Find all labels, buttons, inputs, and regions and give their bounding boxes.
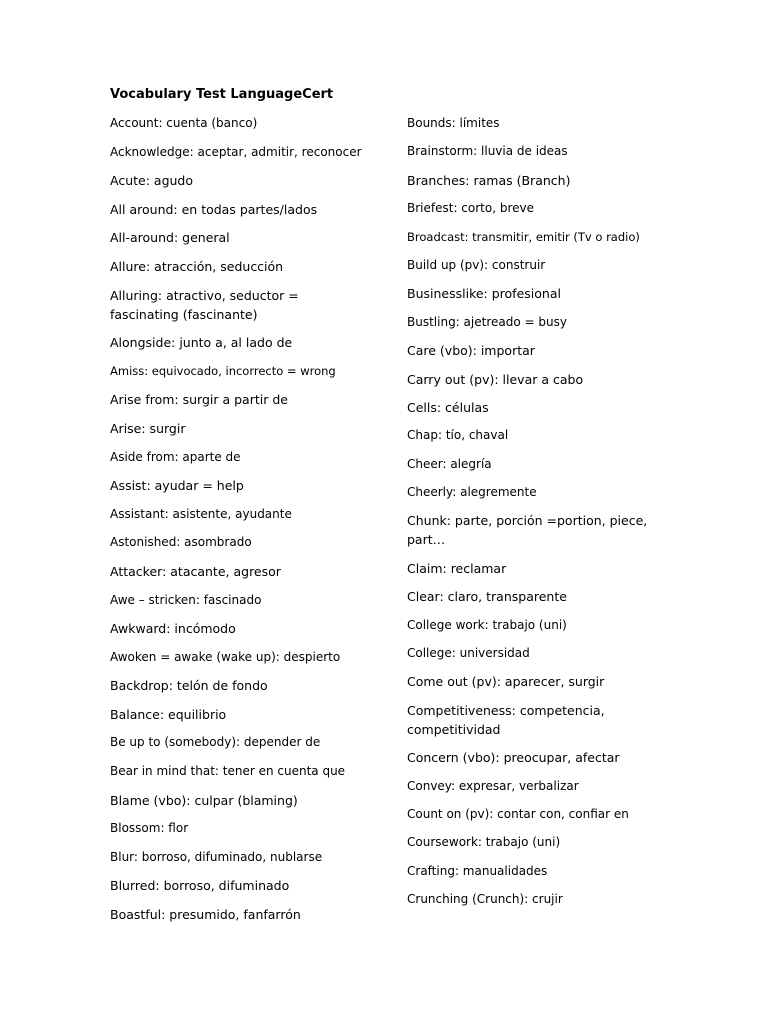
vocabulary-list-right <box>407 114 677 919</box>
vocabulary-entry: Blur: borroso, difuminado, nublarse <box>110 849 323 864</box>
vocabulary-entry: Come out (pv): aparecer, surgir <box>407 674 605 690</box>
vocabulary-list-left <box>110 114 370 934</box>
vocabulary-entry: Assist: ayudar = help <box>110 478 244 494</box>
vocabulary-entry: Build up (pv): construir <box>407 257 546 272</box>
vocabulary-entry: Cells: células <box>407 399 489 415</box>
vocabulary-entry: Balance: equilibrio <box>110 706 227 722</box>
vocabulary-entry: Allure: atracción, seducción <box>110 258 284 274</box>
vocabulary-entry: Competitiveness: competencia, competitividad <box>407 702 605 737</box>
document-title: Vocabulary Test LanguageCert <box>110 87 334 102</box>
vocabulary-entry: Awkward: incómodo <box>110 621 236 637</box>
vocabulary-entry: Acute: agudo <box>110 173 194 189</box>
vocabulary-entry: Assistant: asistente, ayudante <box>110 506 292 521</box>
vocabulary-entry: Convey: expresar, verbalizar <box>407 778 579 793</box>
vocabulary-entry: Amiss: equivocado, incorrecto = wrong <box>110 363 336 378</box>
vocabulary-entry: Bear in mind that: tener en cuenta que <box>110 764 346 779</box>
vocabulary-entry: College work: trabajo (uni) <box>407 617 567 632</box>
vocabulary-entry: Concern (vbo): preocupar, afectar <box>407 750 620 766</box>
vocabulary-entry: Cheer: alegría <box>407 456 492 471</box>
vocabulary-entry: Backdrop: telón de fondo <box>110 678 268 694</box>
vocabulary-entry: Businesslike: profesional <box>407 286 561 302</box>
vocabulary-entry: Blossom: flor <box>110 821 189 836</box>
vocabulary-entry: Chunk: parte, porción =portion, piece, part… <box>407 513 648 548</box>
vocabulary-entry: Count on (pv): contar con, confiar en <box>407 806 629 821</box>
vocabulary-entry: College: universidad <box>407 646 530 661</box>
vocabulary-entry: All-around: general <box>110 230 230 246</box>
vocabulary-entry: Claim: reclamar <box>407 560 507 576</box>
vocabulary-entry: Broadcast: transmitir, emitir (Tv o radio) <box>407 229 640 244</box>
vocabulary-entry: Branches: ramas (Branch) <box>407 172 571 188</box>
vocabulary-entry: Briefest: corto, breve <box>407 201 535 216</box>
vocabulary-entry: Acknowledge: aceptar, admitir, reconocer <box>110 144 362 159</box>
vocabulary-entry: Alongside: junto a, al lado de <box>110 335 293 351</box>
vocabulary-entry: Care (vbo): importar <box>407 343 535 359</box>
vocabulary-entry: Carry out (pv): llevar a cabo <box>407 371 584 387</box>
vocabulary-entry: Coursework: trabajo (uni) <box>407 835 561 850</box>
vocabulary-entry: Bounds: límites <box>407 116 500 130</box>
vocabulary-entry: Brainstorm: lluvia de ideas <box>407 144 568 159</box>
vocabulary-entry: Crunching (Crunch): crujir <box>407 892 563 907</box>
vocabulary-entry: Awe – stricken: fascinado <box>110 592 262 607</box>
vocabulary-entry: Arise: surgir <box>110 420 186 436</box>
vocabulary-entry: Chap: tío, chaval <box>407 428 509 443</box>
vocabulary-entry: Awoken = awake (wake up): despierto <box>110 649 341 664</box>
vocabulary-entry: All around: en todas partes/lados <box>110 201 318 217</box>
vocabulary-entry: Crafting: manualidades <box>407 863 548 878</box>
vocabulary-entry: Blame (vbo): culpar (blaming) <box>110 792 298 808</box>
vocabulary-entry: Aside from: aparte de <box>110 449 241 464</box>
vocabulary-entry: Boastful: presumido, fanfarrón <box>110 907 301 923</box>
vocabulary-entry: Arise from: surgir a partir de <box>110 392 288 408</box>
vocabulary-entry: Cheerly: alegremente <box>407 485 537 500</box>
vocabulary-entry: Alluring: atractivo, seductor = fascinating (fascinante) <box>110 287 299 322</box>
vocabulary-entry: Be up to (somebody): depender de <box>110 735 321 750</box>
vocabulary-entry: Account: cuenta (banco) <box>110 116 258 130</box>
vocabulary-entry: Astonished: asombrado <box>110 535 252 550</box>
vocabulary-entry: Attacker: atacante, agresor <box>110 563 281 579</box>
vocabulary-entry: Blurred: borroso, difuminado <box>110 878 290 894</box>
vocabulary-entry: Clear: claro, transparente <box>407 589 567 605</box>
vocabulary-entry: Bustling: ajetreado = busy <box>407 314 567 329</box>
